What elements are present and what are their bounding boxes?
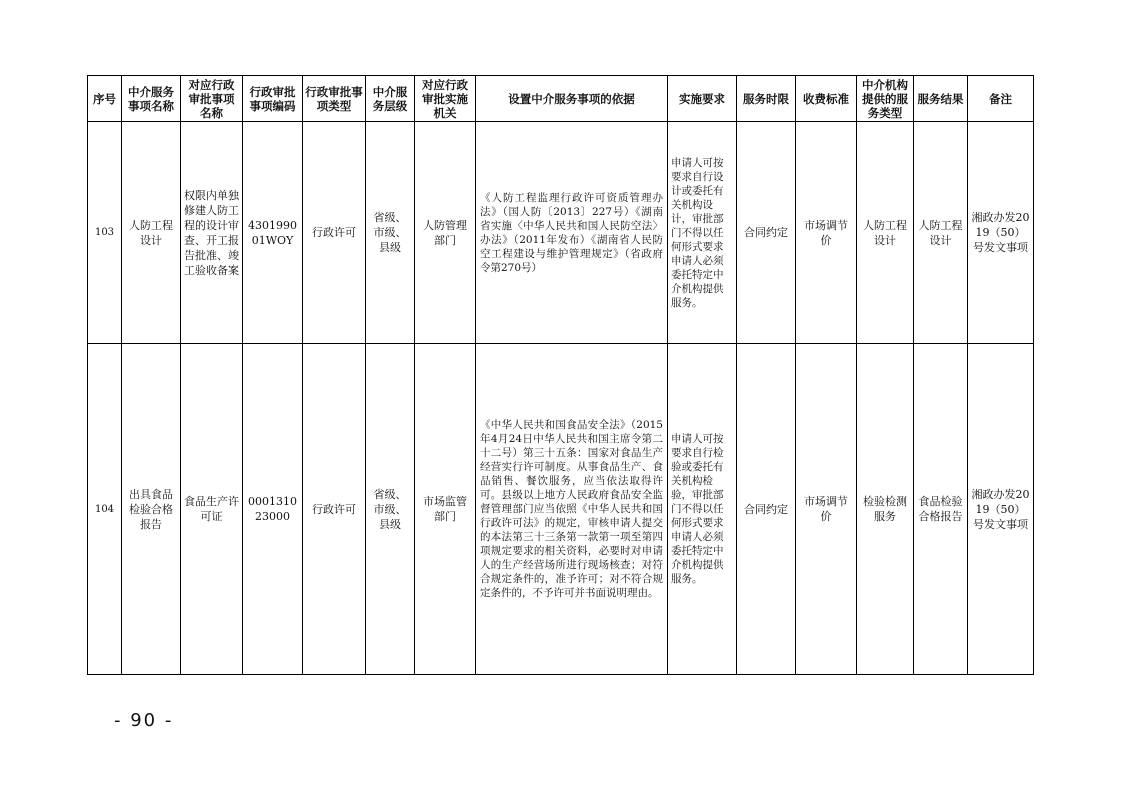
- header-approval-code: 行政审批事项编码: [243, 76, 303, 122]
- cell-result: 食品检验合格报告: [914, 344, 968, 675]
- cell-remark: 湘政办发2019（50）号发文事项: [968, 122, 1034, 344]
- cell-approval-type: 行政许可: [303, 122, 366, 344]
- cell-approval-code: 000131023000: [243, 344, 303, 675]
- cell-authority: 人防管理部门: [415, 122, 476, 344]
- header-service-type: 中介机构提供的服务类型: [857, 76, 914, 122]
- cell-basis: 《人防工程监理行政许可资质管理办法》（国人防〔2013〕227号）《湖南省实施〈中华人民共和国人民防空法〉办法》（2011年发布）《湖南省人民防空工程建设与维护管理规定》（省政府令第270号）: [476, 122, 668, 344]
- cell-fee: 市场调节价: [796, 122, 857, 344]
- cell-service-type: 人防工程设计: [857, 122, 914, 344]
- cell-seq: 103: [88, 122, 122, 344]
- cell-time-limit: 合同约定: [737, 344, 796, 675]
- header-approval-item: 对应行政审批事项名称: [181, 76, 243, 122]
- header-fee: 收费标准: [796, 76, 857, 122]
- cell-basis: 《中华人民共和国食品安全法》（2015年4月24日中华人民共和国主席令第二十二号）第三十五条：国家对食品生产经营实行许可制度。从事食品生产、食品销售、餐饮服务，应当依法取得许可。县级以上地方人民政府食品安全监督管理部门应当依照《中华人民共和国行政许可法》的规定，审核申请人提交的本法第三十三条第一款第一项至第四项规定要求的相关资料，必要时对申请人的生产经营场所进行现场核查；对符合规定条件的，准予许可；对不符合规定条件的，不予许可并书面说明理由。: [476, 344, 668, 675]
- table-row: [88, 344, 1034, 675]
- cell-level: 省级、市级、县级: [366, 344, 415, 675]
- cell-service-name: 人防工程设计: [122, 122, 181, 344]
- header-result: 服务结果: [914, 76, 968, 122]
- header-seq: 序号: [88, 76, 122, 122]
- cell-approval-code: 430199001WOY: [243, 122, 303, 344]
- cell-seq: 104: [88, 344, 122, 675]
- cell-approval-item: 权限内单独修建人防工程的设计审查、开工报告批准、竣工验收备案: [181, 122, 243, 344]
- intermediary-service-table: [87, 75, 1034, 675]
- cell-remark: 湘政办发2019（50）号发文事项: [968, 344, 1034, 675]
- header-level: 中介服务层级: [366, 76, 415, 122]
- header-remark: 备注: [968, 76, 1034, 122]
- cell-requirement: 申请人可按要求自行检验或委托有关机构检验，审批部门不得以任何形式要求申请人必须委托特定中介机构提供服务。: [668, 344, 737, 675]
- table-row: [88, 122, 1034, 344]
- header-service-name: 中介服务事项名称: [122, 76, 181, 122]
- header-approval-type: 行政审批事项类型: [303, 76, 366, 122]
- cell-service-type: 检验检测服务: [857, 344, 914, 675]
- header-time-limit: 服务时限: [737, 76, 796, 122]
- cell-time-limit: 合同约定: [737, 122, 796, 344]
- cell-service-name: 出具食品检验合格报告: [122, 344, 181, 675]
- table-header-row: [88, 76, 1034, 122]
- cell-level: 省级、市级、县级: [366, 122, 415, 344]
- cell-fee: 市场调节价: [796, 344, 857, 675]
- cell-result: 人防工程设计: [914, 122, 968, 344]
- cell-approval-type: 行政许可: [303, 344, 366, 675]
- cell-requirement: 申请人可按要求自行设计或委托有关机构设计，审批部门不得以任何形式要求申请人必须委托特定中介机构提供服务。: [668, 122, 737, 344]
- header-authority: 对应行政审批实施机关: [415, 76, 476, 122]
- cell-authority: 市场监管部门: [415, 344, 476, 675]
- header-requirement: 实施要求: [668, 76, 737, 122]
- header-basis: 设置中介服务事项的依据: [476, 76, 668, 122]
- cell-approval-item: 食品生产许可证: [181, 344, 243, 675]
- page-number: - 90 -: [114, 710, 174, 731]
